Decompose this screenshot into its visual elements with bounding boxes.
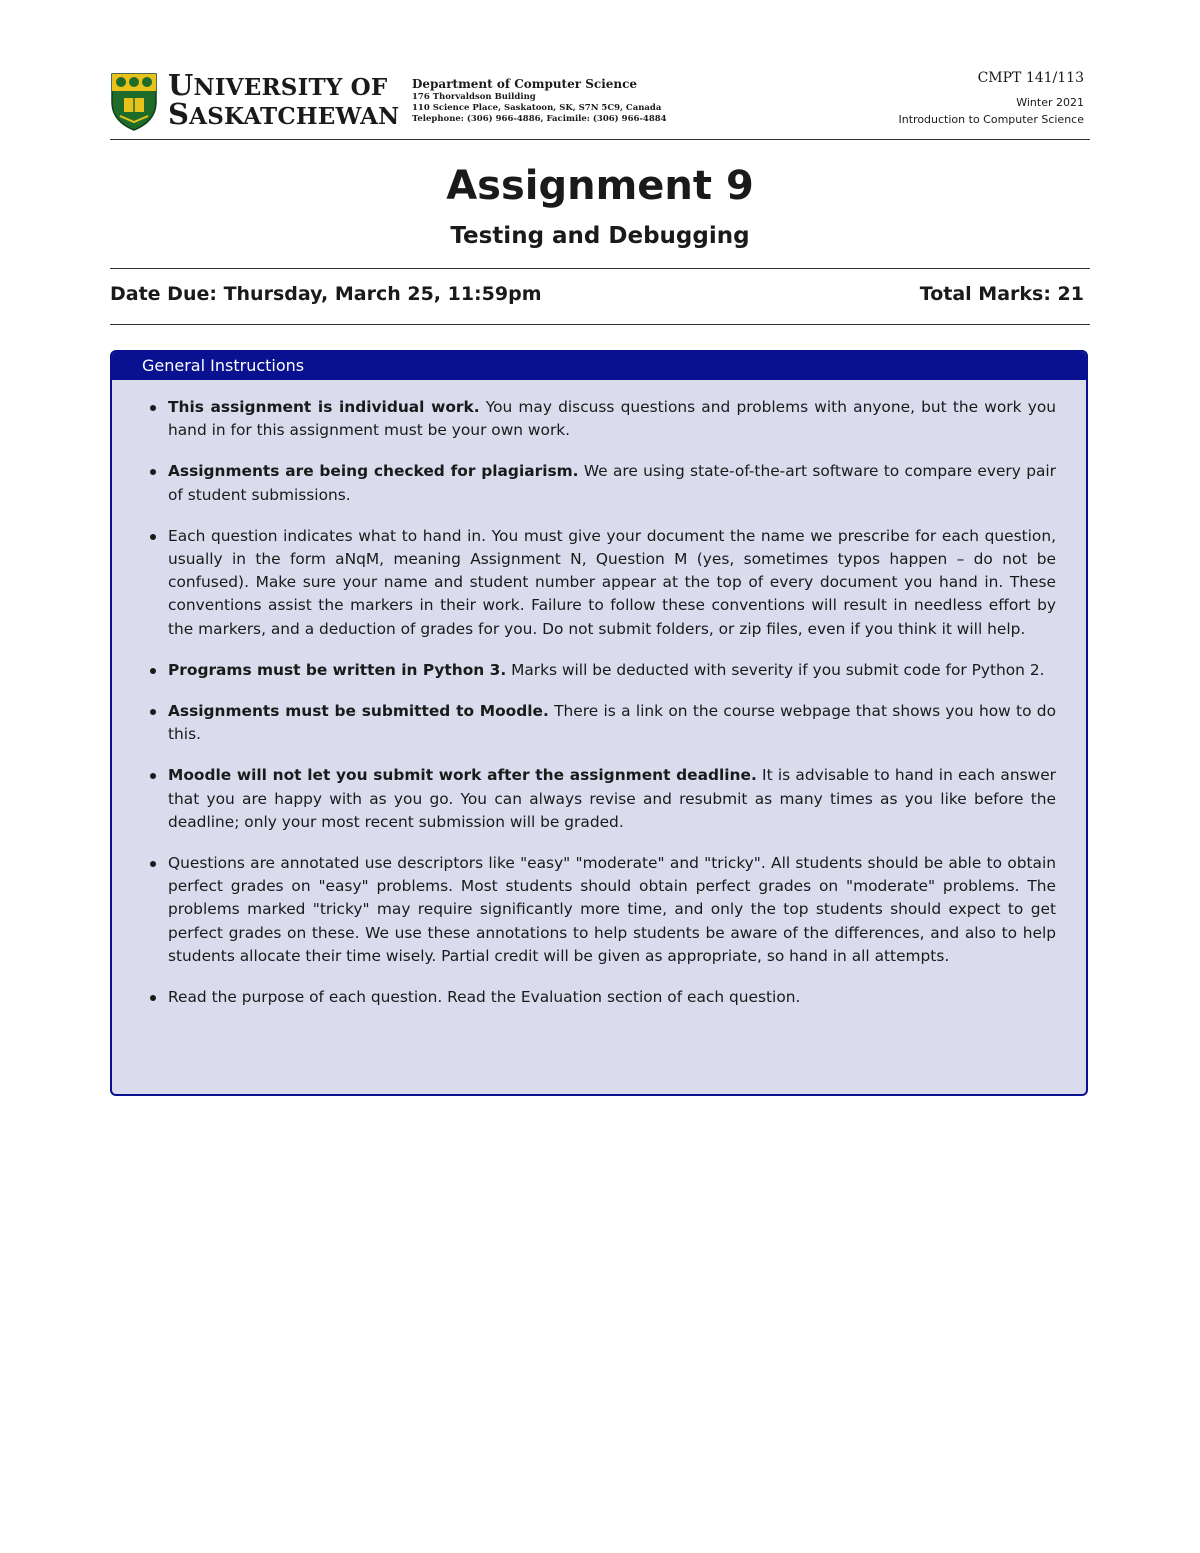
university-name-line1: UNIVERSITY OF [168, 68, 388, 102]
course-block [899, 68, 1084, 128]
due-divider [110, 324, 1090, 325]
list-item [168, 852, 1056, 968]
item-text: Read the purpose of each question. Read the Evaluation section of each question. [168, 988, 801, 1007]
department-name: Department of Computer Science [412, 77, 638, 91]
university-name [168, 68, 400, 131]
course-code: CMPT 141/113 [977, 70, 1084, 86]
total-marks: Total Marks: 21 [919, 283, 1084, 305]
assignment-subtitle: Testing and Debugging [450, 223, 750, 249]
item-bold-text: Assignments must be submitted to Moodle. [168, 702, 549, 721]
item-text: Questions are annotated use descriptors like "easy" "moderate" and "tricky". All students should be able to obtain perfect grades on "easy" problems. Most students should obtain perfect grades on "moderate" problems. The problems marked "tricky" may require significantly more time, and only the top students should expect to get perfect grades on these. We use these annotations to help students be aware of the differences, and also to help students allocate their time wisely. Partial credit will be given as appropriate, so hand in all attempts. [168, 854, 1056, 965]
address-line-3: Telephone: (306) 966-4886, Facimile: (306) 966-4884 [412, 114, 667, 124]
item-text: You may discuss questions and problems with anyone, but the work you hand in for this assignment must be your own work. [168, 398, 1056, 440]
list-item [168, 700, 1056, 746]
instructions-list [112, 380, 1086, 1009]
title-divider [110, 268, 1090, 269]
letterhead [110, 66, 1090, 138]
item-bold-text: Programs must be written in Python 3. [168, 660, 507, 679]
item-text: We are using state-of-the-art software to compare every pair of student submissions. [168, 462, 1056, 504]
item-text: Each question indicates what to hand in. You must give your document the name we prescribe for each question, usually in the form aNqM, meaning Assignment N, Question M (yes, sometimes typos happen – do not be confused). Make sure your name and student number appear at the top of every document you hand in. These conventions assist the markers in their work. Failure to follow these conventions will result in needless effort by the markers, and a deduction of grades for you. Do not submit folders, or zip files, even if you think it will help. [168, 526, 1056, 638]
general-instructions-heading: General Instructions [112, 352, 1086, 380]
item-bold-text: Moodle will not let you submit work after the assignment deadline. [168, 766, 757, 785]
item-bold-text: This assignment is individual work. [168, 398, 480, 416]
due-date: Date Due: Thursday, March 25, 11:59pm [110, 283, 542, 305]
list-item [168, 460, 1056, 506]
item-text: It is advisable to hand in each answer that you are happy with as you go. You can always revise and resubmit as many times as you like before the deadline; only your most recent submission will be graded. [168, 766, 1056, 831]
item-text: Marks will be deducted with severity if you submit code for Python 2. [506, 660, 1045, 679]
header-divider [110, 139, 1090, 140]
list-item [168, 396, 1056, 442]
list-item [168, 986, 1056, 1009]
university-name-line2: SASKATCHEWAN [168, 97, 400, 131]
address-line-1: 176 Thorvaldson Building [412, 92, 536, 102]
general-instructions-box [110, 350, 1088, 1096]
list-item [168, 764, 1056, 834]
university-crest-icon [110, 72, 158, 132]
address-line-2: 110 Science Place, Saskatoon, SK, S7N 5C9, Canada [412, 103, 662, 113]
item-text: There is a link on the course webpage that shows you how to do this. [168, 702, 1056, 744]
list-item [168, 525, 1056, 641]
item-bold-text: Assignments are being checked for plagiarism. [168, 462, 579, 481]
course-name: Introduction to Computer Science [898, 113, 1084, 126]
list-item [168, 659, 1056, 682]
university-name-line1-text: NIVERSITY OF [193, 74, 388, 101]
assignment-title: Assignment 9 [446, 163, 754, 209]
course-term: Winter 2021 [1016, 96, 1084, 109]
department-block [412, 76, 667, 125]
university-name-line2-text: ASKATCHEWAN [189, 103, 400, 130]
